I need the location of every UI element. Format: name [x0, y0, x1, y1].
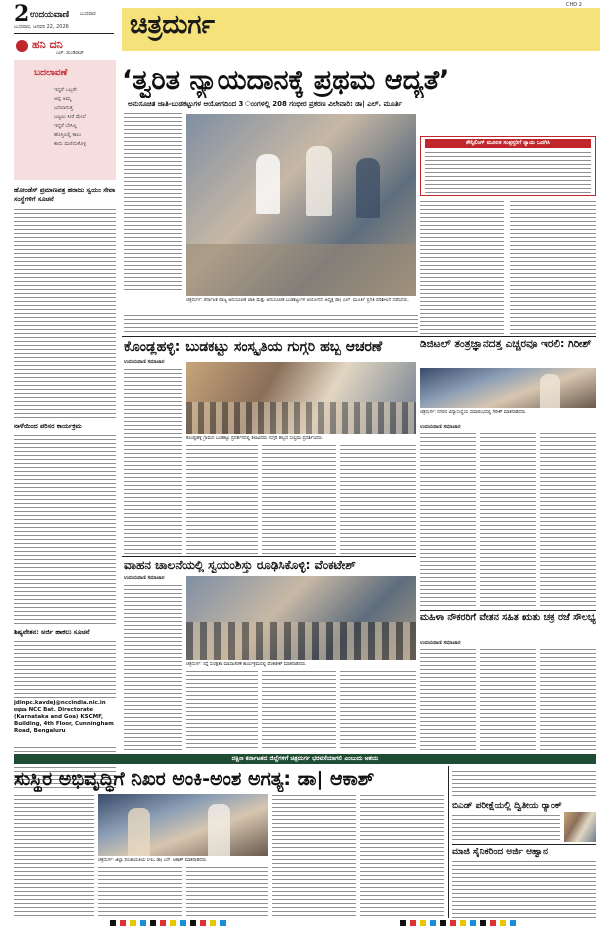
story5-byline: ಉದಯವಾಣಿ ಸಮಾಚಾರ [420, 640, 461, 646]
brand-logo-icon [16, 40, 28, 52]
divider [452, 844, 596, 845]
poem-line: ಬದಲಾಗುತ್ತ [54, 105, 73, 111]
page-number: 2 [14, 1, 30, 27]
sidebar-news2-body [14, 434, 116, 624]
lead-col-right1 [420, 200, 504, 334]
story6-caption: ಚಿತ್ರದುರ್ಗ: ಜಿಲ್ಲಾ ಪಂಚಾಯತಿಯ ಸಿಇಒ ಡಾ| ಎಸ್. ಆಕಾಶ್ ಮಾತನಾಡಿದರು. [98, 858, 208, 863]
divider [448, 766, 449, 918]
story7-headline: ಬಿಎಡ್ ಪರೀಕ್ಷೆಯಲ್ಲಿ ದ್ವಿತೀಯ ರ್‍ಯಾಂಕ್ [452, 801, 562, 811]
lead-photo-caption: ಚಿತ್ರದುರ್ಗ: ಕರ್ನಾಟಕ ರಾಜ್ಯ ಅನುಸೂಚಿತ ಜಾತಿ ಮತ್ತು ಅನುಸೂಚಿತ ಬುಡಕಟ್ಟುಗಳ ಆಯೋಗದ ಅಧ್ಯಕ್ಷ ಡಾ| ಎಲ್. ಮೂರ್ತಿ ಪ್ರಗತಿ ಪರಿಶೀಲನೆ ನಡೆಸಿದರು. [186, 298, 409, 303]
story2-photo [186, 362, 416, 434]
story5-col2 [480, 648, 536, 750]
lead-box [420, 136, 596, 196]
story4-headline: ವಾಹನ ಚಾಲನೆಯಲ್ಲಿ ಸ್ವಯಂಶಿಸ್ತು ರೂಢಿಸಿಕೊಳ್ಳಿ: ವೆಂಕಟೇಶ್ [124, 558, 356, 572]
story6-extra [452, 770, 596, 796]
poem-line: ಇದ್ದರೆ ಒಬ್ಬರೇ [54, 87, 77, 93]
lead-subhead: ಅನುಸೂಚಿತ ಜಾತಿ-ಬುಡಕಟ್ಟುಗಳ ಆಯೋಗದಿಂದ 3 ಂಂಗಳಲ್ಲಿ 208 ಗಂಭೀರ ಪ್ರಕರಣ ವಿಲೇವಾರಿ: ಡಾ| ಎಲ್. ಮೂರ್ತಿ [128, 100, 403, 108]
story2-col1 [124, 368, 182, 554]
divider [122, 336, 596, 337]
story3-byline: ಉದಯವಾಣಿ ಸಮಾಚಾರ [420, 424, 461, 430]
story2-caption: ಕೊಂಡ್ಲಹಳ್ಳಿ ಗ್ರಾಮದ ಬುಡಕಟ್ಟು ಪ್ರದರ್ಶನದಲ್ಲಿ ಕಲಾವಿದರು ಗುಗ್ಗರಿ ಹಬ್ಬದ ಸಂಭ್ರಮ ಪ್ರದರ್ಶಿಸಿದರು. [186, 436, 324, 441]
sidebar-news1-title: ಹೋಂಡೆಸ್ ಪ್ರಮಾಣಪತ್ರ ಹರಾಜು ಸ್ವಯಂ ಸೇವಾ ಸಂಸ್ಥೆಗಳಿಗೆ ಸೂಚನೆ [14, 186, 116, 203]
story6-col4 [272, 794, 356, 918]
lead-col-under-photo [124, 314, 418, 334]
poem-line: ಇದ್ದರೆ ಬೇಸಿಲ್ಲ [54, 123, 77, 129]
banner-strip [14, 754, 596, 764]
story7-portrait [564, 812, 596, 842]
issue-date: ಬುಧವಾರ, ಜನವರಿ 22, 2026 [14, 24, 69, 30]
sidebar-news1-body [14, 208, 116, 418]
sidebar-news3-title: ಶಿಷ್ಯವೇತನ: ಅರ್ಜಿ ಹಾಕಲು ಸೂಚನೆ [14, 628, 90, 636]
lead-box-body [425, 151, 591, 193]
photo-figure [208, 804, 230, 856]
photo-crowd [186, 402, 416, 434]
brand-author: ಎಚ್. ಡುಂಡಿರಾಜ್ [56, 51, 84, 56]
story2-byline: ಉದಯವಾಣಿ ಸಮಾಚಾರ [124, 359, 165, 365]
story5-col1 [420, 648, 476, 750]
divider [420, 610, 596, 611]
story4-byline: ಉದಯವಾಣಿ ಸಮಾಚಾರ [124, 575, 165, 581]
story3-col2 [480, 432, 536, 608]
lead-headline: ‘ತ್ವರಿತ ನ್ಯಾಯದಾನಕ್ಕೆ ಪ್ರಥಮ ಆದ್ಯತೆ’ [122, 65, 450, 96]
story7-body [452, 814, 560, 840]
story6-col1 [14, 794, 94, 918]
photo-figure [128, 808, 150, 856]
poem-line: ಬಟ್ಟಲು ಸೀರೆ ಮೇಲೆ [54, 114, 86, 120]
story4-col1 [124, 584, 182, 750]
story5-headline: ಮಹಿಳಾ ನೌಕರರಿಗೆ ವೇತನ ಸಹಿತ ಋತು ಚಕ್ರ ರಜೆ ಸೌಲಭ್ಯ [420, 612, 596, 623]
photo-figure [256, 154, 280, 214]
story2-col3 [262, 444, 336, 554]
story2-headline: ಕೊಂಡ್ಲಹಳ್ಳಿ: ಬುಡಕಟ್ಟು ಸಂಸ್ಕೃತಿಯ ಗುಗ್ಗರಿ ಹಬ್ಬ ಆಚರಣೆ [124, 339, 383, 355]
photo-table [186, 244, 416, 296]
story3-caption: ಚಿತ್ರದುರ್ಗ: ನಗರದ ವಿದ್ಯಾಸಂಸ್ಥೆಯ ಸಮಾರಂಭದಲ್ಲಿ ಗಿರೀಶ್ ಮಾತನಾಡಿದರು. [420, 410, 527, 415]
story3-photo [420, 368, 596, 408]
photo-figure [540, 374, 560, 408]
story2-col2 [186, 444, 258, 554]
story4-col2 [186, 670, 258, 750]
sidebar-email-block: jdinpc.kavdej@nccindia.nic.in ಅಥವಾ NCC Bat. Directorate (Karnataka and Goa) KSCMF, Building, 4th Floor, Cunningham Road, Bengaluru [14, 700, 114, 734]
section-title: ಚಿತ್ರದುರ್ಗ [130, 10, 215, 40]
print-color-marks [110, 920, 230, 926]
story6-col5 [360, 794, 444, 918]
poem-line: ಹೊಸ್ತಿಲಲ್ಲಿ ಕಾಲು [54, 132, 82, 138]
story3-col1 [420, 432, 476, 608]
lead-col1 [124, 112, 182, 292]
paper-name: ಉದಯವಾಣಿ [30, 10, 70, 20]
story4-col4 [340, 670, 416, 750]
story2-col4 [340, 444, 416, 554]
photo-figure [356, 158, 380, 218]
sidebar-news2-title: ನಾಳೆಯಿಂದ ಪರಿಸರ ಕಾರ್ಯಕ್ರಮ [14, 422, 82, 430]
story4-caption: ಚಿತ್ರದುರ್ಗ: ರಸ್ತೆ ಸುರಕ್ಷತಾ ಮಾಸಾಚರಣೆ ಕಾರ್ಯಕ್ರಮದಲ್ಲಿ ವೆಂಕಟೇಶ್ ಮಾತನಾಡಿದರು. [186, 662, 307, 667]
brand-title: ಹನಿ ದನಿ [32, 38, 63, 51]
lead-col-right2 [510, 200, 596, 334]
lead-photo [186, 114, 416, 296]
story4-photo [186, 576, 416, 660]
edition-label: ಬುಧವಾರ [80, 11, 96, 17]
story6-col2 [98, 866, 182, 918]
corner-tag: CHD 2 [566, 2, 582, 8]
poem-title: ಬದಲಾವಣೆ [34, 68, 68, 78]
photo-audience [186, 622, 416, 660]
photo-figure [306, 146, 332, 216]
poem-line: ಕಾದು ಮಣಿದುಕೊಳ್ಳ [54, 141, 87, 147]
story6-headline: ಸುಸ್ಥಿರ ಅಭಿವೃದ್ಧಿಗೆ ನಿಖರ ಅಂಕಿ-ಅಂಶ ಅಗತ್ಯ: ಡಾ| ಆಕಾಶ್ [14, 768, 375, 790]
story5-col3 [540, 648, 596, 750]
story4-col3 [262, 670, 336, 750]
story8-headline: ಮಾಜಿ ಸೈನಿಕರಿಂದ ಅರ್ಜಿ ಆಹ್ವಾನ [452, 847, 549, 857]
masthead-divider [14, 33, 114, 34]
story6-photo [98, 794, 268, 856]
poem-body [54, 86, 114, 149]
brand-box [14, 38, 116, 56]
story6-col3 [186, 866, 268, 918]
lead-box-label: ಕೌನ್ಸಿಲಿಂಗ್ ಮೂಲಕ ಸಂತ್ರಸ್ತರಿಗೆ ನ್ಯಾಯ ಒದಗಿಸಿ [425, 139, 591, 148]
poem-line: ಅಪ್ಪ ಅಮ್ಮ [54, 96, 72, 102]
print-color-marks [400, 920, 520, 926]
sidebar-news3-body [14, 640, 116, 698]
story3-headline: ಡಿಜಿಟಲ್ ತಂತ್ರಜ್ಞಾನದತ್ತ ಎಚ್ಚರವೂ ಇರಲಿ: ಗಿರೀಶ್ [420, 338, 592, 350]
banner-strip-text: ದಕ್ಷಿಣ ಕರ್ನಾಟಕದ ಜಿಲ್ಲೆಗಳಿಗೆ ಚಿತ್ರದುರ್ಗ ಭರವಸೆಯಾಗಲಿ ಎಂಬುದು ಆಶಯ [231, 755, 379, 762]
story3-col3 [540, 432, 596, 608]
story8-body [452, 860, 596, 918]
